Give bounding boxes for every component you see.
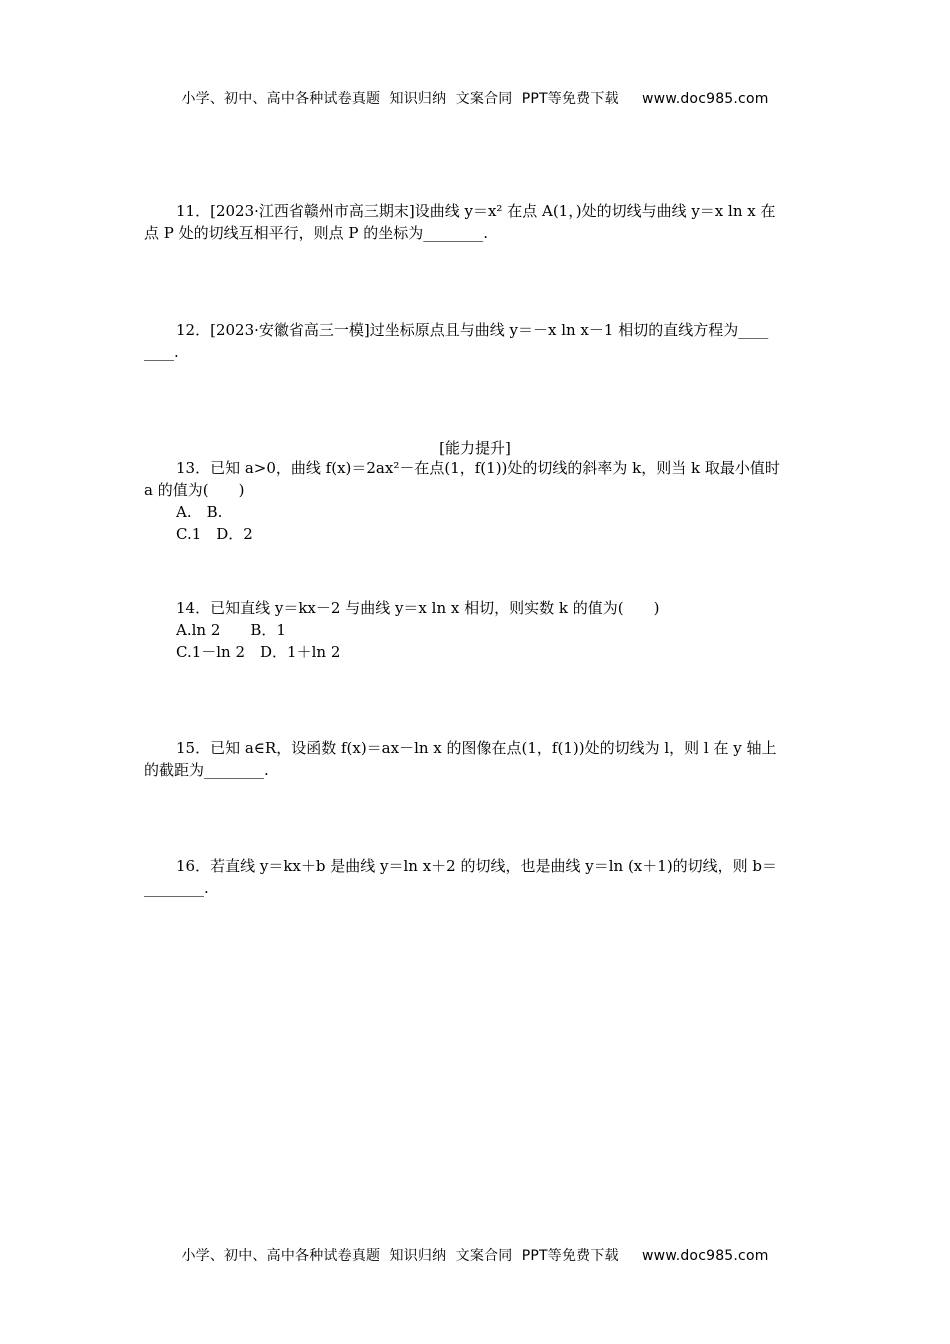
question-14-options-ab: A.ln 2 B．1 bbox=[176, 621, 286, 639]
question-11-line-1: 11．[2023·江西省赣州市高三期末]设曲线 y＝x² 在点 A(1，)处的切线与曲线 y＝x ln x 在 bbox=[176, 202, 776, 220]
question-12 bbox=[144, 319, 806, 363]
question-16 bbox=[144, 855, 806, 899]
question-13-line-1: 13．已知 a>0，曲线 f(x)＝2ax²－在点(1，f(1))处的切线的斜率为 k，则当 k 取最小值时 bbox=[176, 459, 780, 477]
question-15-line-2: 的截距为________. bbox=[144, 761, 269, 779]
question-12-line-1: 12．[2023·安徽省高三一模]过坐标原点且与曲线 y＝－x ln x－1 相切的直线方程为____ bbox=[176, 321, 769, 339]
question-14-options-cd: C.1－ln 2 D．1＋ln 2 bbox=[176, 643, 341, 661]
page-header: 小学、初中、高中各种试卷真题 知识归纳 文案合同 PPT等免费下载 www.doc985.com bbox=[181, 91, 769, 107]
question-11 bbox=[144, 200, 806, 244]
question-14 bbox=[144, 597, 806, 663]
question-13-options-ab: A. B. bbox=[176, 503, 223, 521]
question-16-line-1: 16．若直线 y＝kx＋b 是曲线 y＝ln x＋2 的切线，也是曲线 y＝ln (x＋1)的切线，则 b＝ bbox=[176, 857, 778, 875]
question-11-line-2: 点 P 处的切线互相平行，则点 P 的坐标为________. bbox=[144, 224, 489, 242]
question-14-line-1: 14．已知直线 y＝kx－2 与曲线 y＝x ln x 相切，则实数 k 的值为( ) bbox=[176, 599, 660, 617]
page-footer: 小学、初中、高中各种试卷真题 知识归纳 文案合同 PPT等免费下载 www.doc985.com bbox=[181, 1248, 769, 1264]
question-15 bbox=[144, 737, 806, 781]
question-13-line-2: a 的值为( ) bbox=[144, 481, 245, 499]
question-12-line-2: ____. bbox=[144, 343, 179, 361]
question-13 bbox=[144, 457, 806, 545]
question-15-line-1: 15．已知 a∈R，设函数 f(x)＝ax－ln x 的图像在点(1，f(1))处的切线为 l，则 l 在 y 轴上 bbox=[176, 739, 777, 757]
section-title: [能力提升] bbox=[439, 439, 511, 457]
question-16-line-2: ________. bbox=[144, 879, 209, 897]
question-13-options-cd: C.1 D．2 bbox=[176, 525, 253, 543]
